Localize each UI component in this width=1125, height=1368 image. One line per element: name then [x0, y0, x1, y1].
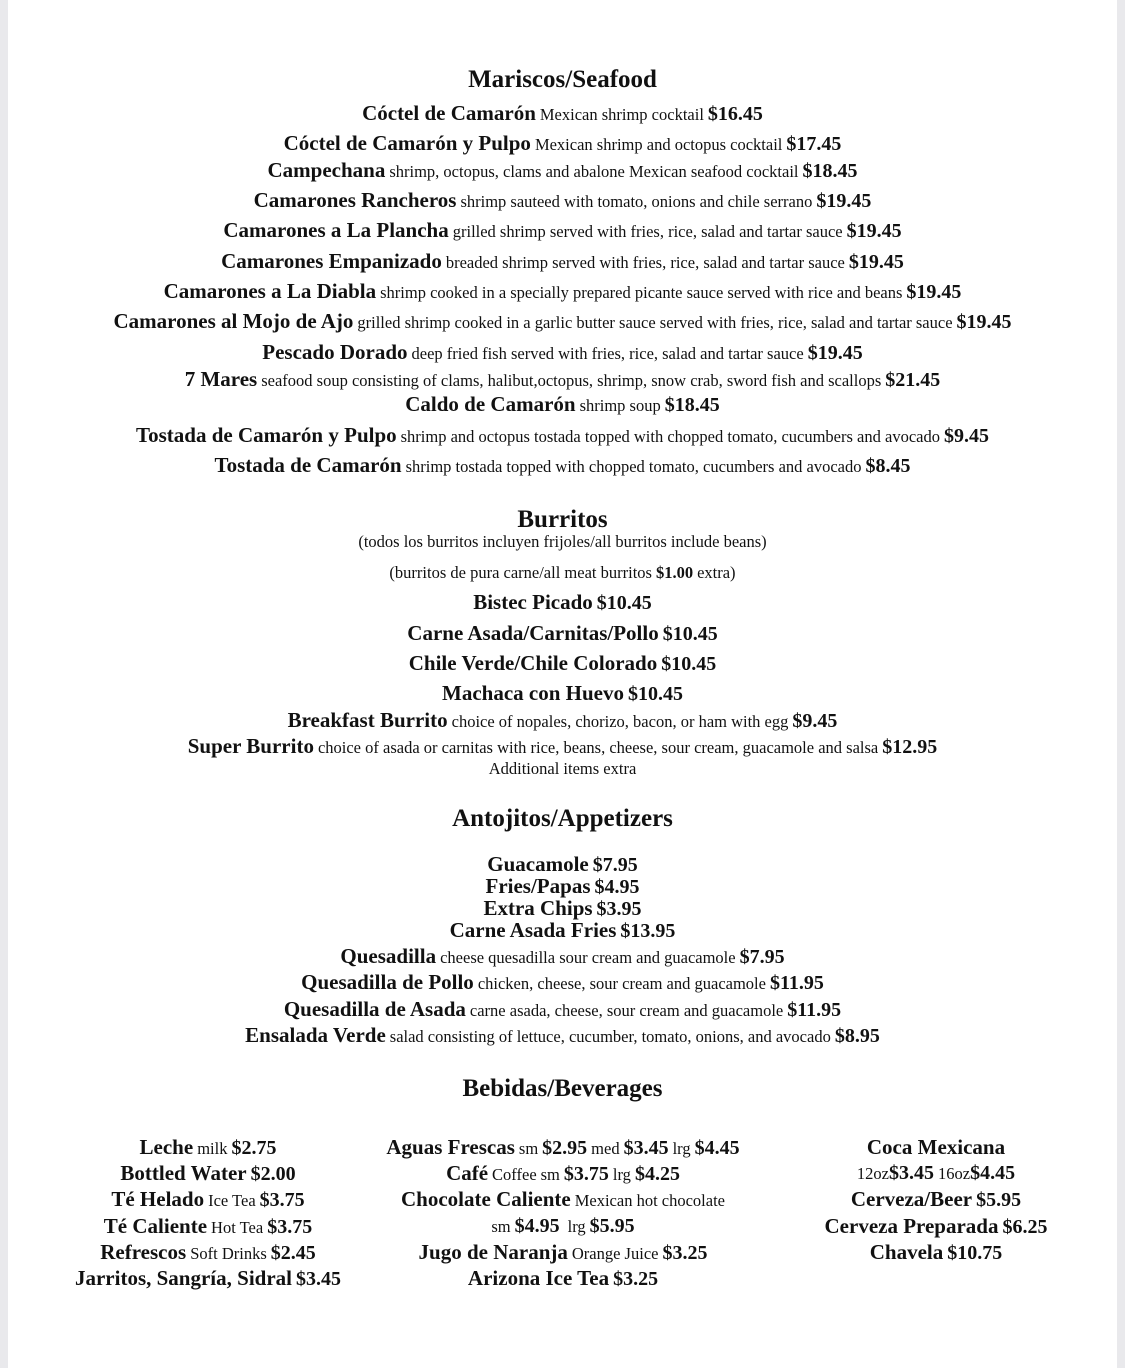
menu-item [0, 590, 1125, 615]
item-desc: Mexican shrimp and octopus cocktail [534, 135, 783, 154]
item-name: Cóctel de Camarón [362, 101, 536, 125]
menu-item [0, 392, 1125, 417]
menu-item [0, 309, 1125, 334]
menu-item [0, 131, 1125, 156]
size-label: 16oz [938, 1164, 971, 1184]
menu-item [0, 188, 1125, 213]
item-name: Refrescos [100, 1239, 187, 1264]
item-name: Aguas Frescas [386, 1135, 515, 1159]
menu-item [353, 1239, 773, 1265]
menu-item [786, 1239, 1086, 1265]
note-text: extra) [697, 563, 736, 582]
item-price: $19.45 [956, 311, 1012, 333]
menu-item-sizes [353, 1213, 773, 1239]
item-price: $10.45 [627, 683, 683, 705]
item-name: Cerveza/Beer [850, 1187, 973, 1212]
item-price: $18.45 [664, 394, 720, 416]
item-price: $16.45 [707, 103, 763, 125]
item-price: $3.75 [563, 1163, 609, 1186]
item-price: $19.45 [906, 281, 962, 303]
menu-item [0, 101, 1125, 126]
item-price: $11.95 [787, 999, 842, 1021]
footer-text: Additional items extra [488, 759, 637, 778]
item-desc: breaded shrimp served with fries, rice, salad and tartar sauce [445, 253, 845, 272]
item-price: $7.95 [592, 854, 638, 876]
item-name: Ensalada Verde [245, 1023, 386, 1047]
item-price: $3.95 [596, 898, 642, 920]
menu-item [0, 681, 1125, 706]
menu-item [0, 708, 1125, 733]
beverages-column-2 [353, 1134, 773, 1291]
item-desc: milk [197, 1139, 228, 1158]
menu-item [0, 944, 1125, 969]
item-price: $19.45 [816, 190, 872, 212]
item-name: Camarones a La Plancha [223, 218, 449, 242]
item-desc: choice of asada or carnitas with rice, beans, cheese, sour cream, guacamole and salsa [317, 738, 879, 757]
item-price: $2.95 [542, 1137, 588, 1159]
burritos-note [0, 563, 1125, 583]
item-desc: Ice Tea [208, 1191, 256, 1211]
item-price: $9.45 [792, 710, 838, 732]
section-title-text: Mariscos/Seafood [468, 66, 657, 93]
item-price: $9.45 [943, 425, 989, 447]
note-price: $1.00 [655, 563, 694, 582]
item-desc: salad consisting of lettuce, cucumber, tomato, onions, and avocado [389, 1027, 831, 1046]
item-name: Caldo de Camarón [405, 392, 576, 416]
item-name: Camarones Rancheros [253, 188, 457, 212]
item-price: $10.45 [661, 653, 717, 675]
item-price: $21.45 [885, 369, 941, 391]
size-label: med [591, 1139, 620, 1158]
item-price: $4.45 [970, 1162, 1016, 1185]
item-name: Quesadilla [340, 944, 437, 968]
item-price: $2.00 [250, 1163, 296, 1186]
menu-item [786, 1213, 1086, 1239]
item-name: Bottled Water [120, 1161, 247, 1186]
item-name: Extra Chips [483, 896, 593, 920]
item-price: $3.75 [259, 1189, 305, 1212]
item-desc: Mexican shrimp cocktail [539, 105, 704, 124]
item-price: $13.95 [620, 920, 676, 942]
item-desc: seafood soup consisting of clams, halibut,octopus, shrimp, snow crab, sword fish and scallops [261, 371, 882, 390]
item-name: Campechana [267, 158, 386, 182]
item-name: Pescado Dorado [262, 340, 408, 364]
menu-item [58, 1186, 358, 1212]
item-price: $18.45 [802, 160, 858, 182]
menu-item [786, 1134, 1086, 1160]
item-name: Camarones Empanizado [221, 249, 442, 273]
item-desc: Mexican hot chocolate [574, 1191, 725, 1211]
item-name: Té Caliente [103, 1213, 208, 1238]
item-name: Machaca con Huevo [442, 681, 624, 705]
item-name: Jugo de Naranja [418, 1239, 568, 1264]
item-price: $10.45 [596, 592, 652, 614]
menu-item [0, 423, 1125, 448]
item-price: $8.45 [865, 455, 911, 477]
item-desc: deep fried fish served with fries, rice, salad and tartar sauce [411, 344, 804, 363]
item-price: $3.75 [267, 1215, 313, 1238]
item-desc: shrimp tostada topped with chopped tomato, cucumbers and avocado [405, 457, 862, 476]
item-desc: shrimp sauteed with tomato, onions and chile serrano [460, 192, 813, 211]
item-price: $3.25 [662, 1241, 708, 1264]
item-desc: shrimp cooked in a specially prepared picante sauce served with rice and beans [380, 283, 903, 302]
menu-item [58, 1265, 358, 1291]
menu-item [0, 158, 1125, 183]
item-name: Breakfast Burrito [287, 708, 448, 732]
item-desc: shrimp soup [579, 396, 661, 415]
menu-item [0, 621, 1125, 646]
item-desc: Hot Tea [211, 1217, 264, 1237]
note-text: (burritos de pura carne/all meat burritos [389, 563, 652, 582]
section-title-text: Bebidas/Beverages [462, 1075, 663, 1102]
burritos-note [0, 532, 1125, 552]
item-price: $2.45 [270, 1241, 316, 1264]
menu-item [0, 279, 1125, 304]
item-name: Chavela [869, 1239, 944, 1264]
menu-item [0, 1023, 1125, 1048]
item-price: $10.45 [662, 623, 718, 645]
item-price: $12.95 [882, 736, 938, 758]
menu-item [0, 997, 1125, 1022]
item-name: Carne Asada/Carnitas/Pollo [407, 621, 659, 645]
item-name: Tostada de Camarón y Pulpo [136, 423, 397, 447]
menu-item [353, 1186, 773, 1212]
item-price: $4.95 [514, 1214, 560, 1237]
item-price: $3.45 [296, 1267, 341, 1290]
item-name: 7 Mares [184, 367, 258, 391]
item-name: Jarritos, Sangría, Sidral [74, 1265, 292, 1290]
size-label: sm [540, 1165, 560, 1185]
note-text: (todos los burritos incluyen frijoles/all burritos include beans) [358, 532, 767, 551]
menu-item [0, 367, 1125, 392]
size-label: lrg [567, 1216, 586, 1236]
item-name: Carne Asada Fries [449, 918, 617, 942]
size-label: sm [518, 1139, 539, 1158]
menu-item [353, 1265, 773, 1291]
item-price: $8.95 [834, 1025, 880, 1047]
item-name: Quesadilla de Asada [283, 997, 466, 1021]
item-name: Fries/Papas [485, 874, 591, 898]
burritos-footer [0, 759, 1125, 779]
section-title-text: Burritos [517, 506, 608, 533]
section-title [0, 1075, 1125, 1103]
item-price: $3.25 [613, 1267, 659, 1290]
item-name: Tostada de Camarón [214, 453, 402, 477]
item-name: Coca Mexicana [866, 1135, 1006, 1159]
item-name: Arizona Ice Tea [467, 1265, 610, 1290]
item-price: $3.45 [889, 1162, 934, 1185]
item-price: $2.75 [231, 1137, 277, 1159]
item-price: $5.95 [976, 1189, 1022, 1212]
item-name: Chile Verde/Chile Colorado [408, 651, 658, 675]
beverages-column-3 [786, 1134, 1086, 1265]
item-name: Chocolate Caliente [401, 1187, 571, 1212]
item-name: Cerveza Preparada [824, 1213, 999, 1238]
menu-item [0, 249, 1125, 274]
menu-item [353, 1160, 773, 1186]
section-title [0, 506, 1125, 534]
menu-item [353, 1134, 773, 1160]
item-price: $17.45 [786, 133, 842, 155]
item-desc: choice of nopales, chorizo, bacon, or ham with egg [451, 712, 789, 731]
item-price: $3.45 [623, 1137, 669, 1159]
menu-item [0, 340, 1125, 365]
item-desc: grilled shrimp cooked in a garlic butter sauce served with fries, rice, salad and tartar sauce [357, 313, 953, 332]
menu-item [0, 970, 1125, 995]
item-name: Camarones al Mojo de Ajo [113, 309, 354, 333]
size-label: lrg [612, 1165, 631, 1185]
item-desc: Orange Juice [571, 1243, 659, 1263]
item-price: $4.25 [634, 1163, 680, 1186]
menu-item [0, 734, 1125, 759]
item-desc: grilled shrimp served with fries, rice, salad and tartar sauce [452, 222, 843, 241]
menu-item [0, 453, 1125, 478]
item-name: Bistec Picado [473, 590, 593, 614]
item-name: Café [446, 1161, 489, 1186]
size-label: 12oz [856, 1164, 889, 1184]
item-price: $6.25 [1002, 1215, 1048, 1238]
item-desc: cheese quesadilla sour cream and guacamole [440, 948, 736, 967]
menu-item [58, 1213, 358, 1239]
menu-item [58, 1239, 358, 1265]
section-title [0, 66, 1125, 94]
item-price: $11.95 [769, 972, 824, 994]
item-desc: chicken, cheese, sour cream and guacamole [477, 974, 766, 993]
item-name: Té Helado [111, 1187, 205, 1212]
section-title [0, 805, 1125, 833]
item-price: $4.95 [594, 876, 640, 898]
menu-item [58, 1160, 358, 1186]
item-desc: shrimp, octopus, clams and abalone Mexican seafood cocktail [389, 162, 799, 181]
size-label: lrg [672, 1139, 691, 1158]
menu-item [0, 918, 1125, 943]
item-price: $5.95 [589, 1214, 635, 1237]
menu-item-sizes [786, 1160, 1086, 1186]
item-price: $19.45 [807, 342, 863, 364]
item-desc: carne asada, cheese, sour cream and guacamole [469, 1001, 784, 1020]
menu-item [0, 218, 1125, 243]
size-label: sm [491, 1216, 511, 1236]
menu-item [0, 651, 1125, 676]
item-name: Quesadilla de Pollo [301, 970, 474, 994]
item-price: $19.45 [848, 251, 904, 273]
item-price: $4.45 [694, 1137, 740, 1159]
item-desc: Coffee [492, 1165, 537, 1185]
item-name: Guacamole [487, 852, 589, 876]
item-name: Cóctel de Camarón y Pulpo [283, 131, 531, 155]
menu-item [58, 1134, 358, 1160]
item-desc: shrimp and octopus tostada topped with chopped tomato, cucumbers and avocado [400, 427, 940, 446]
section-title-text: Antojitos/Appetizers [452, 805, 673, 832]
menu-item [786, 1186, 1086, 1212]
item-desc: Soft Drinks [190, 1243, 267, 1263]
item-price: $10.75 [947, 1241, 1003, 1264]
item-price: $7.95 [739, 946, 785, 968]
item-name: Super Burrito [187, 734, 314, 758]
beverages-column-1 [58, 1134, 358, 1291]
item-price: $19.45 [846, 220, 902, 242]
item-name: Leche [139, 1135, 194, 1159]
item-name: Camarones a La Diabla [163, 279, 377, 303]
